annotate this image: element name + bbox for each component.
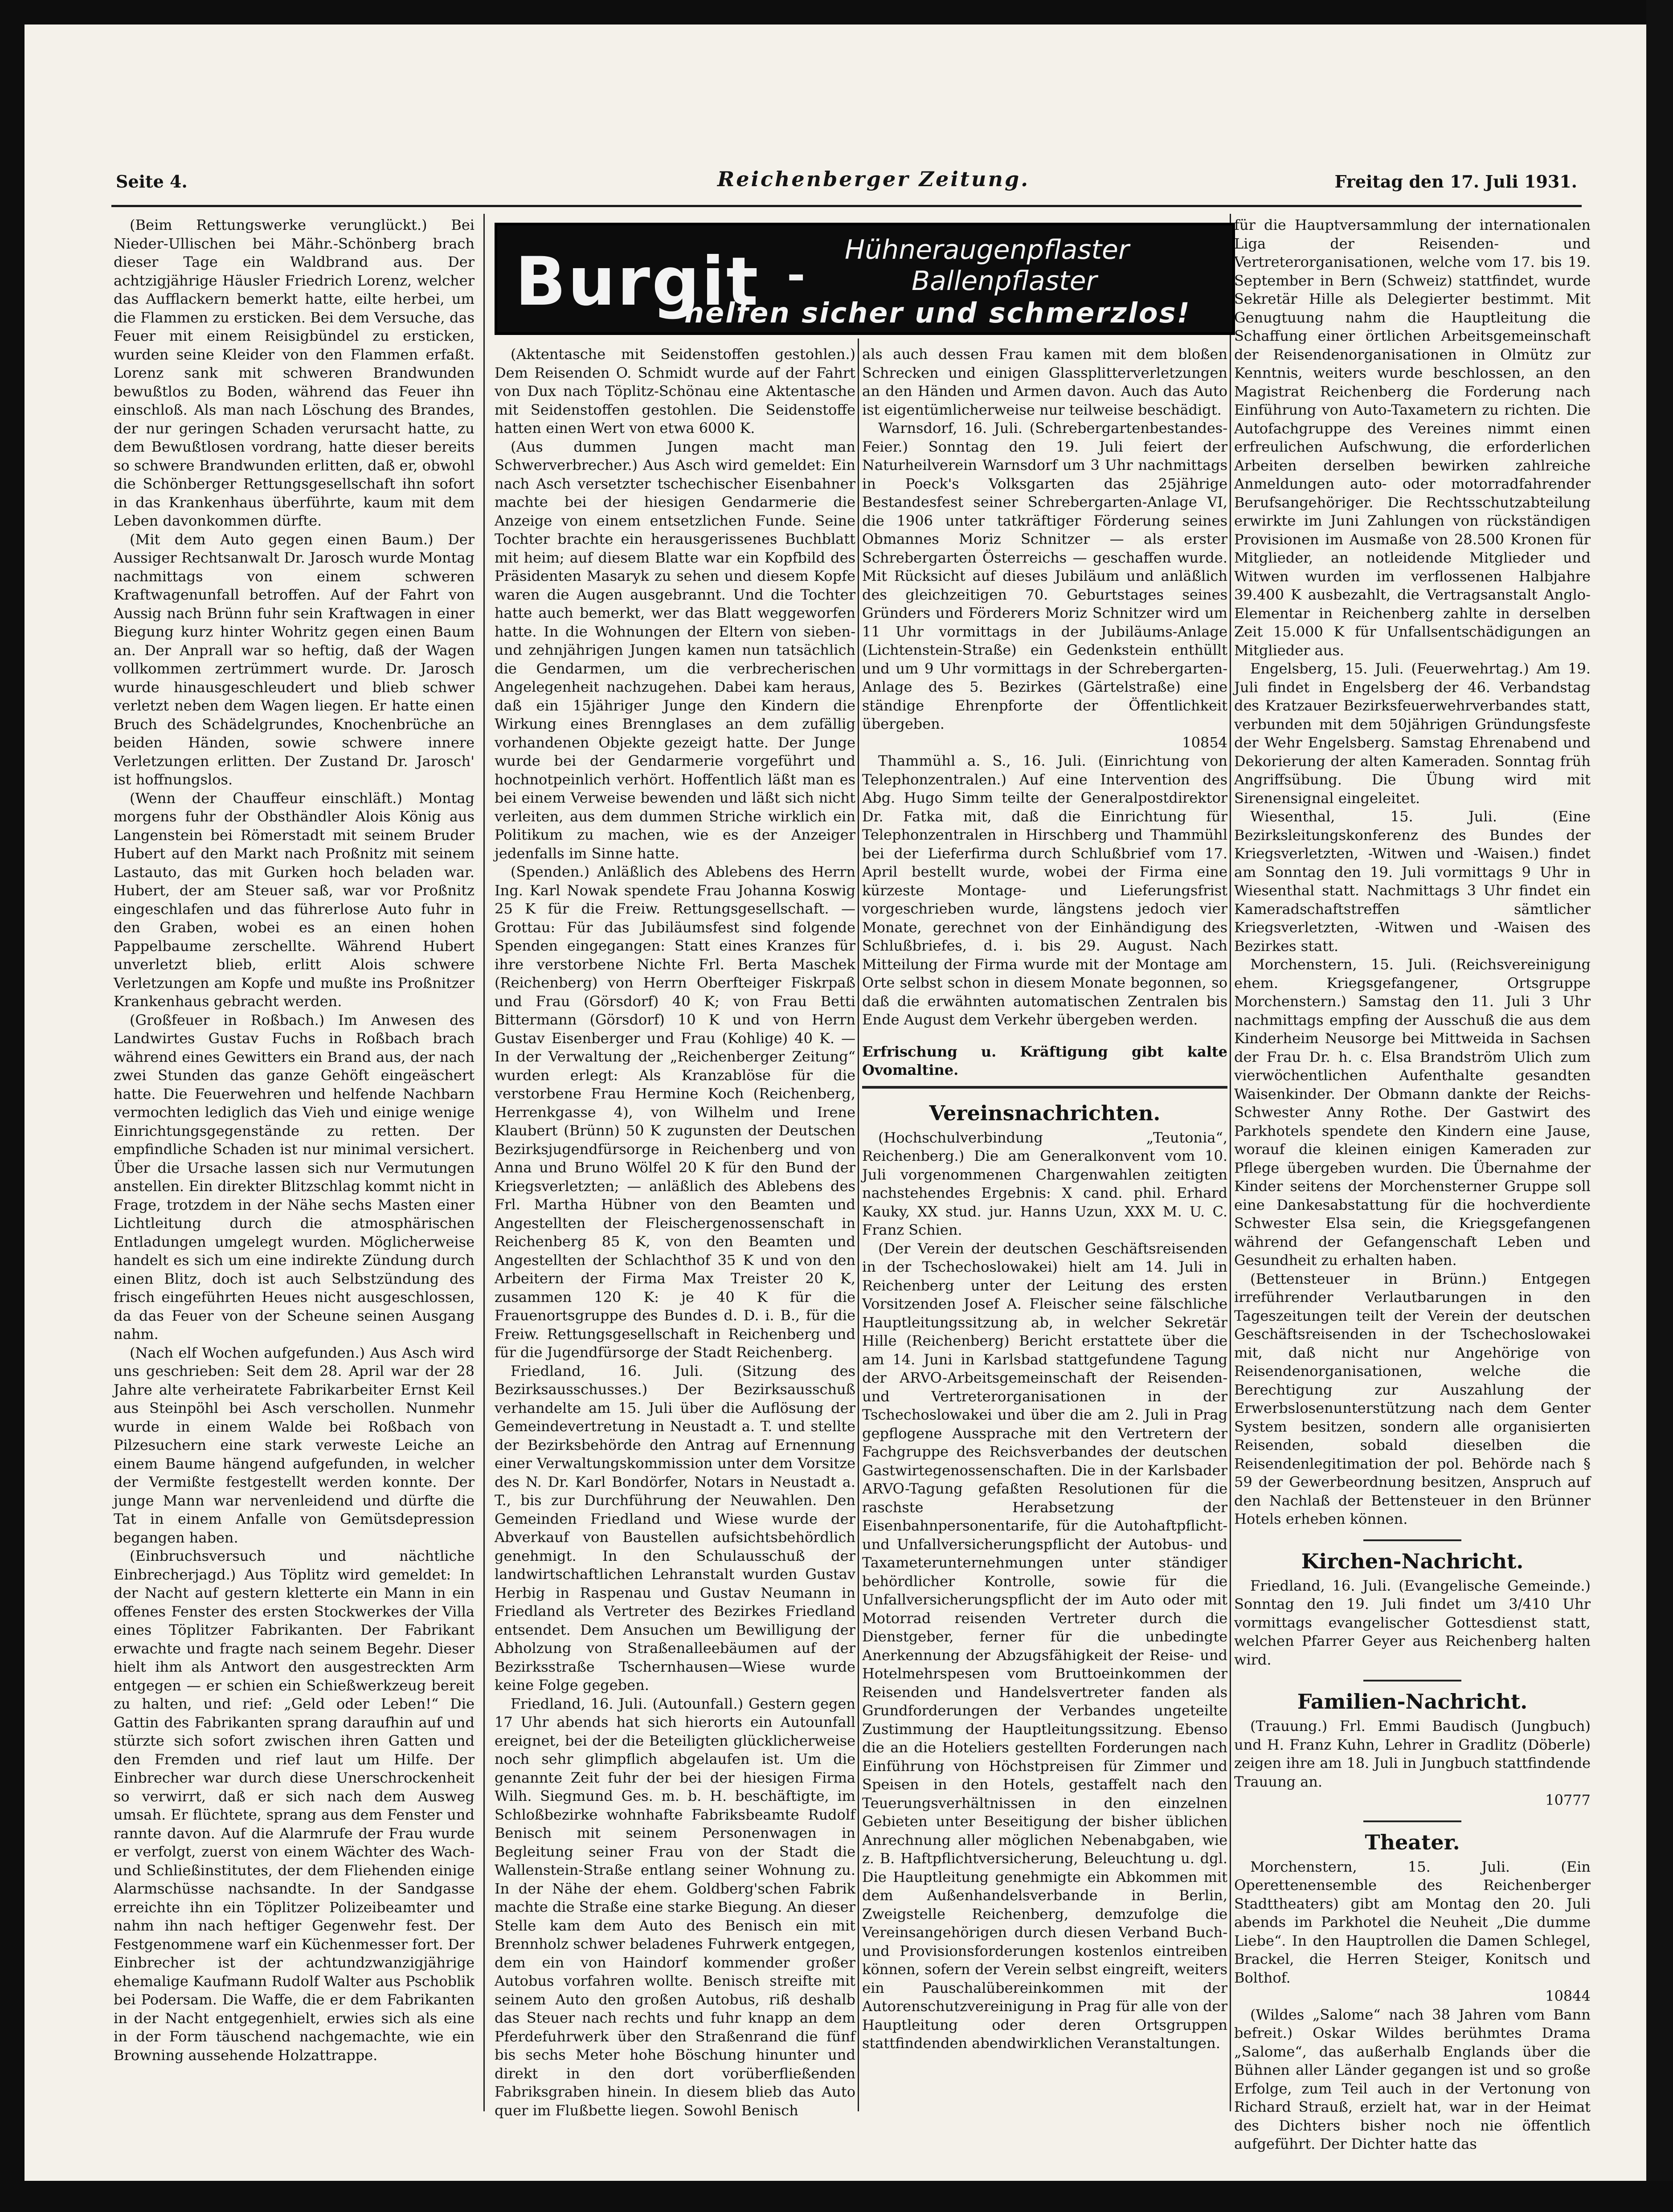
article-paragraph: Wiesenthal, 15. Juli. (Eine Bezirksleitungskonferenz des Bundes der Kriegsverletzten, -Witwen und -Waisen.) findet am Sonntag den 19. Juli vormittags 9 Uhr in Wiesenthal statt. Nachmittags 3 Uhr findet ein Kameradschaftstreffen sämtlicher Kriegsverletzten, -Witwen und -Waisen des Bezirkes statt.: [1234, 808, 1591, 955]
ad-line-2: Ballenpflaster: [912, 265, 1097, 297]
section-heading-kirchen: Kirchen-Nachricht.: [1301, 1549, 1524, 1573]
article-paragraph: (Wenn der Chauffeur einschläft.) Montag morgens fuhr der Obsthändler Alois König aus Langenstein bei Römerstadt mit seinem Bruder Hubert auf den Markt nach Proßnitz mit seinem Lastauto, das mit Gurken hoch beladen war. Hubert, der am Steuer saß, war vor Proßnitz eingeschlafen und das führerlose Auto fuhr in den Graben, wobei es an einen hohen Pappelbaume zerschellte. Während Hubert unverletzt blieb, erlitt Alois schwere Verletzungen am Kopfe und mußte ins Proßnitzer Krankenhaus gebracht werden.: [114, 789, 474, 1010]
issue-date: Freitag den 17. Juli 1931.: [1334, 171, 1577, 192]
section-heading-familien: Familien-Nachricht.: [1297, 1690, 1528, 1714]
article-paragraph: Warnsdorf, 16. Juli. (Schrebergartenbestandes-Feier.) Sonntag den 19. Juli feiert der Naturheilverein Warnsdorf um 3 Uhr nachmittags in Poeck's Volksgarten das 25jährige Bestandesfest seiner Schrebergarten-Anlage VI, die 1906 unter tatkräftiger Förderung seines Obmannes Moriz Schnitzer — als erster Schrebergarten Österreichs — geschaffen wurde. Mit Rücksicht auf dieses Jubiläum und anläßlich des gleichzeitigen 70. Geburtstages seines Gründers und Förderers Moriz Schnitzer wird um 11 Uhr vormittags in der Jubiläums-Anlage (Lichtenstein-Straße) ein Gedenkstein enthüllt und um 9 Uhr vormittags in der Schrebergarten-Anlage des 5. Bezirkes (Gärtelstraße) eine ständige Ehrenpforte der Öffentlichkeit übergeben.: [862, 420, 1227, 732]
article-paragraph: (Mit dem Auto gegen einen Baum.) Der Aussiger Rechtsanwalt Dr. Jarosch wurde Montag nachmittags von einem schweren Kraftwagenunfall betroffen. Auf der Fahrt von Aussig nach Brünn fuhr sein Kraftwagen in einer Biegung kurz hinter Wohritz gegen einen Baum an. Der Anprall war so heftig, daß der Wagen vollkommen zertrümmert wurde. Dr. Jarosch wurde hinausgeschleudert und blieb schwer verletzt neben dem Wagen liegen. Er hatte einen Bruch des Schädelgrundes, Knochenbrüche an beiden Händen, sowie schwere innere Verletzungen erlitten. Der Zustand Dr. Jarosch' ist hoffnungslos.: [114, 531, 474, 788]
page-header: [116, 158, 1577, 194]
ad-reference-number: 10777: [1545, 1792, 1591, 1808]
column-rule: [1230, 214, 1231, 2111]
header-rule: [111, 205, 1582, 207]
article-paragraph: (Aus dummen Jungen macht man Schwerverbrecher.) Aus Asch wird gemeldet: Ein nach Asch versetzter tschechischer Eisenbahner machte bei der hiesigen Gendarmerie die Anzeige von einem entsetzlichen Funde. Seine Tochter brachte ein herausgerissenes Buchblatt mit heim; auf diesem Blatte war ein Kopfbild des Präsidenten Masaryk zu sehen und diesem Kopfe waren die Augen ausgebrannt. Und die Tochter hatte auch bemerkt, wer das Blatt weggeworfen hatte. In die Wohnungen der Eltern von sieben- und zehnjährigen Jungen kamen nun tatsächlich die Gendarmen, um die verbrecherischen Angelegenheit nachzugehen. Dabei kam heraus, daß ein 15jähriger Junge den Kindern die Wirkung eines Brennglases an dem zufällig vorhandenen Objekte gezeigt hatte. Der Junge wurde bei der Gendarmerie vorgeführt und hochnotpeinlich verhört. Hoffentlich läßt man es bei einem Verweise bewenden und läßt sich nicht verleiten, aus dem dummen Striche wirklich ein Politikum zu machen, wie es der Anzeiger jedenfalls im Sinne hatte.: [495, 438, 855, 862]
section-heading-theater: Theater.: [1365, 1830, 1460, 1854]
article-paragraph: (Wildes „Salome“ nach 38 Jahren vom Bann befreit.) Oskar Wildes berühmtes Drama „Salome“, das außerhalb Englands über die Bühnen aller Länder gegangen ist und so große Erfolge, zum Teil auch in der Vertonung von Richard Strauß, erzielt hat, war in der Heimat des Dichters bisher noch nie öffentlich aufgeführt. Der Dichter hatte das: [1234, 2006, 1591, 2152]
article-paragraph: Morchenstern, 15. Juli. (Ein Operettenensemble des Reichenberger Stadttheaters) gibt am Montag den 20. Juli abends im Parkhotel die Neuheit „Die dumme Liebe“. In den Hauptrollen die Damen Schlegel, Brackel, die Herren Steiger, Konitsch und Bolthof.: [1234, 1858, 1591, 1986]
ad-reference-number: 10854: [1182, 734, 1227, 751]
scan-edge-top: [0, 0, 1673, 24]
column-1: [114, 216, 474, 2109]
article-paragraph: (Einbruchsversuch und nächtliche Einbrecherjagd.) Aus Töplitz wird gemeldet: In der Nacht auf gestern kletterte ein Mann in ein offenes Fenster des ersten Stockwerkes der Villa eines Töplitzer Fabrikanten. Der Fabrikant erwachte und fragte nach seinem Begehr. Dieser hielt ihm als Antwort den ausgestreckten Arm entgegen — er schien ein Schießwerkzeug bereit zu halten, und rief: „Geld oder Leben!“ Die Gattin des Fabrikanten sprang daraufhin auf und stürzte sich sofort zwischen ihren Gatten und den Fremden und rief laut um Hilfe. Der Einbrecher war durch diese Unerschrockenheit so verwirrt, daß er sich nach dem Ausweg umsah. Er flüchtete, sprang aus dem Fenster und rannte davon. Auf die Alarmrufe der Frau wurde er verfolgt, zuerst von einem Wächter des Wach- und Schließinstitutes, der dem Fliehenden einige Alarmschüsse nachsandte. In der Sandgasse erreichte ihn ein Töplitzer Polizeibeamter und nahm ihn nach heftiger Gegenwehr fest. Der Festgenommene warf ein Küchenmesser fort. Der Einbrecher ist der achtundzwanzigjährige ehemalige Kaufmann Rudolf Walter aus Pschoblik bei Podersam. Die Waffe, die er dem Fabrikanten in der Nacht entgegenhielt, erwies sich als eine in der Form täuschend nachgemachte, wie ein Browning aussehende Holzattrappe.: [114, 1547, 474, 2064]
article-paragraph: Friedland, 16. Juli. (Sitzung des Bezirksausschusses.) Der Bezirksausschuß verhandelte am 15. Juli über die Auflösung der Gemeindevertretung in Neustadt a. T. und stellte der Bezirksbehörde den Antrag auf Ernennung einer Verwaltungskommission unter dem Vorsitze des N. Dr. Karl Bondörfer, Notars in Neustadt a. T., bis zur Durchführung der Neuwahlen. Den Gemeinden Friedland und Wiese wurde der Abverkauf von Baustellen aufsichtsbehördlich genehmigt. In den Schulausschuß der landwirtschaftlichen Lehranstalt wurden Gustav Herbig in Raspenau und Gustav Neumann in Friedland als Vertreter des Bezirkes Friedland entsendet. Dem Ansuchen um Bewilligung der Abholzung von Straßenalleebäumen auf der Bezirksstraße Tschernhausen—Wiese wurde keine Folge gegeben.: [495, 1362, 855, 1694]
article-paragraph: für die Hauptversammlung der internationalen Liga der Reisenden- und Vertreterorganisationen, welche vom 17. bis 19. September in Bern (Schweiz) stattfindet, wurde Sekretär Hille als Delegierter bestimmt. Mit Genugtuung nahm die Hauptleitung die Schaffung einer örtlichen Arbeitsgemeinschaft der Reisendenorganisationen in Olmütz zur Kenntnis, weiters wurde beschlossen, an den Magistrat Reichenberg die Forderung nach Einführung von Auto-Taxametern zu richten. Die Autofachgruppe des Vereines nimmt einen erfreulichen Aufschwung, die erforderlichen Arbeiten derselben bewirken zahlreiche Anmeldungen auto- oder motorradfahrender Berufsangehöriger. Die Rechtsschutzabteilung erwirkte im Juni Zahlungen von rückständigen Provisionen im Ausmaße von 28.500 Kronen für Mitglieder, an notleidende Mitglieder und Witwen wurden im verflossenen Halbjahre 39.400 K ausbezahlt, die Vertragsanstalt Anglo-Elementar in Reichenberg zahlte in derselben Zeit 15.000 K für Unfallsentschädigungen an Mitglieder aus.: [1234, 216, 1591, 659]
article-paragraph: (Aktentasche mit Seidenstoffen gestohlen.) Dem Reisenden O. Schmidt wurde auf der Fahrt von Dux nach Töplitz-Schönau eine Aktentasche mit Seidenstoffen gestohlen. Die Seidenstoffe hatten einen Wert von etwa 6000 K.: [495, 346, 855, 437]
article-paragraph: Thammühl a. S., 16. Juli. (Einrichtung von Telephonzentralen.) Auf eine Intervention des Abg. Hugo Simm teilte der Generalpostdirektor Dr. Fatka mit, daß die Einrichtung für Telephonzentralen in Hirschberg und Thammühl bei der Lieferfirma durch Schlußbrief vom 17. April bestellt wurde, wobei der Firma eine kürzeste Montage- und Lieferungsfrist vorgeschrieben wurde, längstens jedoch vier Monate, gerechnet von der Einhändigung des Schlußbriefes, d. i. bis 29. August. Nach Mitteilung der Firma wurde mit der Montage am Orte selbst schon in diesem Monate begonnen, so daß die erwähnten automatischen Zentralen bis Ende August dem Verkehr übergeben werden.: [862, 752, 1227, 1028]
column-rule: [483, 214, 485, 2111]
ad-reference-number: 10844: [1545, 1988, 1591, 2004]
ad-line-3: helfen sicher und schmerzlos!: [684, 297, 1191, 329]
column-3: [862, 345, 1227, 2111]
ovomaltine-slogan: Erfrischung u. Kräftigung gibt kalte Ovomaltine.: [862, 1043, 1227, 1078]
page-number: Seite 4.: [116, 171, 188, 192]
ad-dash: -: [787, 248, 806, 300]
scan-edge-bottom: [0, 2181, 1673, 2212]
section-divider: [1363, 1680, 1461, 1681]
article-paragraph: Friedland, 16. Juli. (Evangelische Gemeinde.) Sonntag den 19. Juli findet um 3/410 Uhr vormittags evangelischer Gottesdienst statt, welchen Pfarrer Geyer aus Reichenberg halten wird.: [1234, 1577, 1591, 1668]
article-paragraph: Engelsberg, 15. Juli. (Feuerwehrtag.) Am 19. Juli findet in Engelsberg der 46. Verbandstag des Kratzauer Bezirksfeuerwehrverbandes statt, verbunden mit dem 50jährigen Gründungsfeste der Wehr Engelsberg. Samstag Ehrenabend und Dekorierung der alten Kameraden. Sonntag früh Angriffsübung. Die Übung wird mit Sirenensignal eingeleitet.: [1234, 660, 1591, 807]
burgit-advertisement: [495, 223, 1235, 335]
article-paragraph: als auch dessen Frau kamen mit dem bloßen Schrecken und einigen Glassplitterverletzungen an den Händen und Armen davon. Auch das Auto ist eigentümlicherweise nur teilweise beschädigt.: [862, 346, 1227, 418]
section-divider: [1363, 1820, 1461, 1822]
column-rule: [858, 339, 859, 2111]
article-paragraph: Friedland, 16. Juli. (Autounfall.) Gestern gegen 17 Uhr abends hat sich hierorts ein Autounfall ereignet, bei der die Beteiligten glücklicherweise noch sehr glimpflich abgelaufen ist. Um die genannte Zeit fuhr der bei der hiesigen Firma Wilh. Siegmund Ges. m. b. H. beschäftigte, im Schloßbezirke wohnhafte Fabriksbeamte Rudolf Benisch mit seinem Personenwagen in Begleitung seiner Frau von der Stadt die Wallenstein-Straße entlang seiner Wohnung zu. In der Nähe der ehem. Goldberg'schen Fabrik machte die Straße eine starke Biegung. An dieser Stelle kam dem Auto des Benisch ein mit Brennholz schwer beladenes Fuhrwerk entgegen, dem ein von Haindorf kommender großer Autobus vorfahren wollte. Benisch streifte mit seinem Auto den großen Autobus, riß deshalb das Steuer nach rechts und fuhr knapp an dem Pferdefuhrwerk über den Straßenrand die fünf bis sechs Meter hohe Böschung hinunter und direkt in den dort vorüberfließenden Fabriksgraben hinein. In diesem blieb das Auto quer im Flußbette liegen. Sowohl Benisch: [495, 1695, 855, 2119]
section-heading-verein: Vereinsnachrichten.: [929, 1101, 1161, 1125]
masthead: Reichenberger Zeitung.: [717, 167, 1030, 191]
column-2: [495, 345, 855, 2119]
ad-line-1: Hühneraugenpflaster: [845, 234, 1129, 265]
scan-edge-left: [0, 0, 25, 2212]
article-paragraph: (Spenden.) Anläßlich des Ablebens des Herrn Ing. Karl Nowak spendete Frau Johanna Koswig 25 K für die Freiw. Rettungsgesellschaft. — Grottau: Für das Jubiläumsfest sind folgende Spenden eingegangen: Statt eines Kranzes für ihre verstorbene Nichte Frl. Berta Maschek (Reichenberg) von Herrn Oberfteiger Fiskrpaß und Frau (Görsdorf) 40 K; von Frau Betti Bittermann (Görsdorf) 10 K und von Herrn Gustav Eisenberger und Frau (Kohlige) 40 K. — In der Verwaltung der „Reichenberger Zeitung“ wurden erlegt: Als Kranzablöse für die verstorbene Frau Hermine Koch (Reichenberg, Herrenkgasse 4), von Wilhelm und Irene Klaubert (Brünn) 50 K zugunsten der Deutschen Bezirksjugendfürsorge in Reichenberg und von Anna und Bruno Wölfel 20 K für den Bund der Kriegsverletzten; — anläßlich des Ablebens des Frl. Martha Hübner von den Beamten und Angestellten der Fleischergenossenschaft in Reichenberg 85 K, von den Beamten und Angestellten der Schlachthof 35 K und von den Arbeitern der Firma Max Treister 20 K, zusammen 120 K: je 40 K für die Frauenortsgruppe des Bundes d. D. i. B., für die Freiw. Rettungsgesellschaft in Reichenberg und für die Jugendfürsorge der Stadt Reichenberg.: [495, 863, 855, 1361]
scan-edge-right: [1646, 0, 1673, 2212]
article-paragraph: (Trauung.) Frl. Emmi Baudisch (Jungbuch) und H. Franz Kuhn, Lehrer in Gradlitz (Döberle) zeigen ihre am 18. Juli in Jungbuch stattfindende Trauung an.: [1234, 1718, 1591, 1790]
column-4: [1234, 216, 1591, 2152]
article-paragraph: (Der Verein der deutschen Geschäftsreisenden in der Tschechoslowakei) hielt am 14. Juli in Reichenberg unter der Leitung des ersten Vorsitzenden Josef A. Fleischer seine fälschliche Hauptleitungssitzung ab, in welcher Sekretär Hille (Reichenberg) Bericht erstattete über die am 14. Juni in Karlsbad stattgefundene Tagung der ARVO-Arbeitsgemeinschaft der Reisenden- und Vertreterorganisationen in der Tschechoslowakei und über die am 2. Juli in Prag gepflogene Aussprache mit den Vertretern der Fachgruppe des Reichsverbandes der deutschen Gastwirtegenossenschaften. Die in der Karlsbader ARVO-Tagung gefaßten Resolutionen für die raschste Herabsetzung der Eisenbahnpersonentarife, für die Autohaftpflicht- und Unfallversicherungspflicht der Autobus- und Taxameterunternehmungen unter ständiger behördlicher Kontrolle, sowie für die Unfallversicherungspflicht der im Auto oder mit Motorrad reisenden Vertreter durch die Dienstgeber, ferner für die unbedingte Anerkennung der Abzugsfähigkeit der Reise- und Hotelmehrspesen vom Bruttoeinkommen der Reisenden und Handelsvertreter fanden als Grundforderungen der Verbandes ungeteilte Zustimmung der Hauptleitungssitzung. Ebenso die an die Hoteliers gestellten Forderungen nach Einführung von Höchstpreisen für Zimmer und Speisen in den Hotels, gestaffelt nach den Teuerungsverhältnissen in den einzelnen Gebieten unter Beseitigung der bisher üblichen Anrechnung aller möglichen Nebenabgaben, wie z. B. Haftpflichtversicherung, Beleuchtung u. dgl. Die Hauptleitung genehmigte ein Abkommen mit dem Außenhandelsverbande in Berlin, Zweigstelle Reichenberg, demzufolge die Vereinsangehörigen durch diesen Verband Buch- und Provisionsforderungen kostenlos eintreiben können, sofern der Verein selbst eingreift, weiters ein Pauschalübereinkommen mit der Autorenschutzvereinigung in Prag für alle von der Hauptleitung oder deren Ortsgruppen stattfindenden abendwirklichen Veranstaltungen.: [862, 1240, 1227, 2052]
ad-brand: Burgit: [515, 243, 760, 321]
article-paragraph: (Nach elf Wochen aufgefunden.) Aus Asch wird uns geschrieben: Seit dem 28. April war der 28 Jahre alte verheiratete Fabrikarbeiter Ernst Keil aus Steinpöhl bei Asch verschollen. Nunmehr wurde in einem Walde bei Roßbach von Pilzesuchern eine stark verweste Leiche an einem Baume hängend aufgefunden, in welcher der Vermißte festgestellt werden konnte. Der junge Mann war nervenleidend und dürfte die Tat in einem Anfalle von Gemütsdepression begangen haben.: [114, 1344, 474, 1546]
article-paragraph: (Bettensteuer in Brünn.) Entgegen irreführender Verlautbarungen in den Tageszeitungen teilt der Verein der deutschen Geschäftsreisenden in der Tschechoslowakei mit, daß nicht nur Angehörige von Reisendenorganisationen, welche die Berechtigung zur Auszahlung der Erwerbslosenunterstützung nach dem Genter System besitzen, sondern alle organisierten Reisenden, sobald dieselben die Reisendenlegitimation der pol. Behörde nach § 59 der Gewerbeordnung besitzen, Anspruch auf den Nachlaß der Bettensteuer in den Brünner Hotels erheben können.: [1234, 1270, 1591, 1527]
article-paragraph: (Hochschulverbindung „Teutonia“, Reichenberg.) Die am Generalkonvent vom 10. Juli vorgenommenen Chargenwahlen zeitigten nachstehendes Ergebnis: X cand. phil. Erhard Kauky, XX stud. jur. Hanns Uzun, XXX M. U. C. Franz Schien.: [862, 1129, 1227, 1238]
section-divider: [862, 1086, 1227, 1089]
article-paragraph: Morchenstern, 15. Juli. (Reichsvereinigung ehem. Kriegsgefangener, Ortsgruppe Morchenstern.) Samstag den 11. Juli 3 Uhr nachmittags empfing der Ausschuß die aus dem Kinderheim Neusorge bei Mittweida in Sachsen der Frau Dr. h. c. Elsa Brandström Ulich zum vierwöchentlichen Aufenthalte gesandten Waisenkinder. Der Obmann dankte der Reichs-Schwester Anny Rothe. Der Gastwirt des Parkhotels spendete den Kindern eine Jause, worauf die kleinen einigen Kameraden zur Pflege übergeben wurden. Die Übernahme der Kinder seitens der Morchensterner Gruppe soll eine Dankesabstattung für die hochverdiente Schwester Elsa sein, die Kriegsgefangenen während der Gefangenschaft Leben und Gesundheit zu erhalten haben.: [1234, 956, 1591, 1269]
section-divider: [1363, 1539, 1461, 1541]
article-paragraph: (Großfeuer in Roßbach.) Im Anwesen des Landwirtes Gustav Fuchs in Roßbach brach während eines Gewitters ein Brand aus, der nach zwei Stunden das ganze Gehöft eingeäschert hatte. Die Feuerwehren und helfende Nachbarn vermochten lediglich das Vieh und einige wenige Einrichtungsgegenstände zu retten. Der empfindliche Schaden ist nur minimal versichert. Über die Ursache lassen sich nur Vermutungen anstellen. Ein direkter Blitzschlag kommt nicht in Frage, trotzdem in der Nähe sechs Masten einer Lichtleitung durch die atmosphärischen Entladungen umgelegt wurden. Möglicherweise handelt es sich um eine indirekte Zündung durch einen Blitz, doch ist auch Selbstzündung des frisch eingeführten Heues nicht ausgeschlossen, da das Feuer von der Scheune seinen Ausgang nahm.: [114, 1011, 474, 1343]
article-paragraph: (Beim Rettungswerke verunglückt.) Bei Nieder-Ullischen bei Mähr.-Schönberg brach dieser Tage ein Waldbrand aus. Der achtzigjährige Häusler Friedrich Lorenz, welcher das Aufflackern bemerkt hatte, eilte herbei, um die Flammen zu ersticken. Bei dem Versuche, das Feuer mit einem Reisigbündel zu ersticken, wurden seine Kleider von den Flammen erfaßt. Lorenz sank mit schweren Brandwunden bewußtlos zu Boden, während das Feuer ihn einschloß. Als man nach Löschung des Brandes, der nur geringen Schaden verursacht hatte, zu dem Bewußtlosen vordrang, hatte dieser bereits so schwere Brandwunden erlitten, daß er, obwohl die Schönberger Rettungsgesellschaft ihn sofort in das Krankenhaus überführte, kaum mit dem Leben davonkommen dürfte.: [114, 216, 474, 529]
